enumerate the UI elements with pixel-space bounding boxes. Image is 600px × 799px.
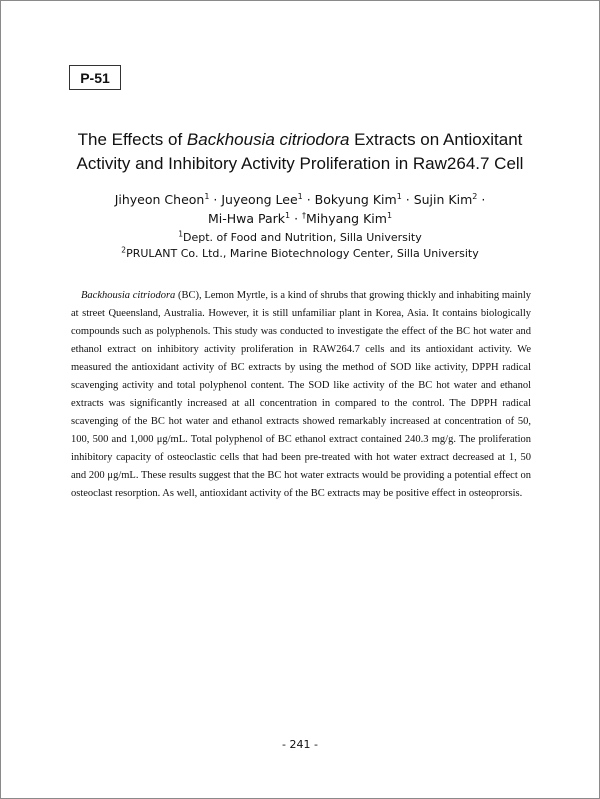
author-sup: 1 bbox=[396, 191, 402, 201]
author-sup: 1 bbox=[204, 191, 210, 201]
affiliations bbox=[60, 230, 540, 262]
affiliation-sup: 2 bbox=[121, 245, 127, 255]
author-sup: 1 bbox=[386, 210, 393, 220]
author-separator: · bbox=[477, 192, 486, 207]
page-number: - 241 - bbox=[282, 738, 318, 751]
title-part2: Extracts on Antioxitant bbox=[349, 130, 523, 149]
abstract-species: Backhousia citriodora bbox=[81, 290, 176, 301]
author: Jihyeon Cheon bbox=[114, 192, 205, 207]
author: Sujin Kim bbox=[413, 192, 473, 207]
poster-id: P-51 bbox=[80, 69, 110, 86]
abstract bbox=[71, 287, 531, 503]
author-separator: · bbox=[209, 192, 222, 207]
author: Juyeong Lee bbox=[221, 192, 298, 207]
author-separator: · bbox=[290, 211, 303, 226]
author-list bbox=[60, 190, 540, 228]
author-sup: 2 bbox=[472, 191, 478, 201]
title-line2: Activity and Inhibitory Activity Proliferation in Raw264.7 Cell bbox=[76, 154, 524, 173]
author: Mihyang Kim bbox=[306, 211, 387, 226]
paper-title bbox=[40, 128, 560, 176]
author: Bokyung Kim bbox=[314, 192, 397, 207]
affiliation-sup: 1 bbox=[178, 229, 184, 239]
author-sup: 1 bbox=[285, 210, 291, 220]
affiliation: Dept. of Food and Nutrition, Silla University bbox=[183, 231, 422, 244]
title-species: Backhousia citriodora bbox=[186, 130, 350, 149]
author-separator: · bbox=[401, 192, 414, 207]
abstract-text: (BC), Lemon Myrtle, is a kind of shrubs that growing thickly and inhabiting mainly at street Queensland, Australia. However, it is still unfamiliar plant in Korea, Asia. It contains biologically compounds such as polyphenols. This study was conducted to investigate the effect of the BC hot water and ethanol extract on inhibitory activity proliferation in RAW264.7 cells and its antioxidant activity. We measured the antioxidant activity of BC extracts by using the method of SOD like activity, DPPH radical scavenging activity and total polyphenol content. The SOD like activity of the BC hot water and ethanol extracts was significantly increased at all concentration in compared to the control. The DPPH radical scavenging of the BC hot water and ethanol extracts showed remarkably increased at concentration of 50, 100, 500 and 1,000 μg/mL. Total polyphenol of BC ethanol extract contained 240.3 mg/g. The proliferation inhibitory capacity of osteoclastic cells that had been pre-treated with hot water extract decreased at 1, 50 and 200 μg/mL. These results suggest that the BC hot water extracts would be providing a potential effect on osteoclast resorption. As well, antioxidant activity of the BC extracts may be positive effect in osteoprorsis. bbox=[71, 290, 531, 499]
title-part1: The Effects of bbox=[77, 130, 187, 149]
affiliation: PRULANT Co. Ltd., Marine Biotechnology Center, Silla University bbox=[126, 247, 479, 260]
author-separator: · bbox=[302, 192, 315, 207]
author: Mi-Hwa Park bbox=[207, 211, 285, 226]
author-sup: 1 bbox=[297, 191, 303, 201]
poster-id-badge bbox=[69, 65, 121, 90]
corresponding-mark: † bbox=[302, 210, 307, 220]
